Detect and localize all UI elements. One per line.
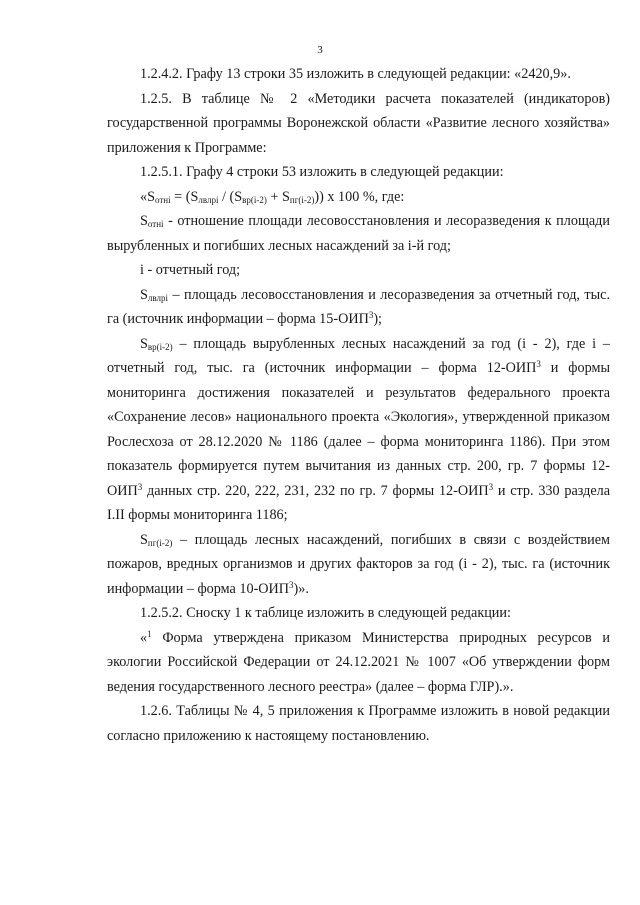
formula-div: / (S bbox=[218, 188, 243, 205]
formula-sub-2: лвлрi bbox=[198, 194, 219, 205]
definition-s-otn bbox=[107, 209, 610, 258]
document-body bbox=[107, 62, 610, 748]
formula-sub-1: отнi bbox=[154, 194, 171, 205]
paragraph-1-2-5-2: 1.2.5.2. Сноску 1 к таблице изложить в следующей редакции: bbox=[140, 605, 511, 621]
footnote-ref: 3 bbox=[536, 359, 541, 369]
footnote-ref: 3 bbox=[289, 579, 294, 590]
footnote-text bbox=[107, 626, 610, 700]
definition-text-3: данных стр. 220, 222, 231, 232 по гр. 7 формы 12-ОИП bbox=[142, 482, 489, 499]
definition-text-2: )». bbox=[293, 580, 309, 597]
definition-s-pg bbox=[107, 528, 610, 602]
formula-sub-3: вр(i-2) bbox=[242, 194, 267, 205]
symbol-sub: пг(i-2) bbox=[147, 537, 173, 548]
definition-text: – площадь лесовосстановления и лесоразведения за отчетный год, тыс. га (источник информации – форма 15-ОИП bbox=[107, 286, 610, 327]
footnote-body: Форма утверждена приказом Министерства природных ресурсов и экологии Российской Федерации от 24.12.2021 № 1007 «Об утверждении форм ведения государственного лесного реестра» (далее – форма ГЛР).». bbox=[107, 629, 610, 695]
definition-text-4: и стр. 330 раздела I.II формы мониторинга 1186; bbox=[107, 482, 610, 523]
formula-tail: )) x 100 %, где: bbox=[314, 188, 405, 205]
symbol-s: S bbox=[140, 286, 148, 303]
formula-eq: = (S bbox=[170, 188, 199, 205]
symbol-s: S bbox=[140, 335, 148, 352]
symbol-s: S bbox=[140, 531, 148, 548]
definition-text-2: и формы мониторинга достижения показателей и результатов федерального проекта «Сохранение лесов» национального проекта «Экология», утвержденной приказом Рослесхоза от 28.12.2020 № 1186 (далее – форма мониторинга 1186). При этом показатель формируется путем вычитания из данных стр. 200, гр. 7 формы 12-ОИП bbox=[107, 360, 610, 499]
definition-text-1: – площадь лесных насаждений, погибших в связи с воздействием пожаров, вредных организмов и других факторов за год (i - 2), тыс. га (источник информации – форма 10-ОИП bbox=[107, 531, 610, 597]
definition-end: ); bbox=[373, 311, 382, 327]
footnote-marker: 1 bbox=[147, 628, 152, 639]
definition-text: - отношение площади лесовосстановления и лесоразведения к площади вырубленных и погибших лесных насаждений за i-й год; bbox=[107, 213, 610, 254]
paragraph-1-2-4-2: 1.2.4.2. Графу 13 строки 35 изложить в следующей редакции: «2420,9». bbox=[140, 66, 571, 82]
definition-s-lvlr bbox=[107, 283, 610, 332]
footnote-ref: 3 bbox=[368, 310, 374, 320]
symbol-s: S bbox=[140, 213, 148, 229]
definition-i: i - отчетный год; bbox=[140, 262, 241, 278]
quote-open: « bbox=[140, 629, 148, 646]
paragraph-1-2-5: 1.2.5. В таблице № 2 «Методики расчета показателей (индикаторов) государственной программы Воронежской области «Развитие лесного хозяйства» приложения к Программе: bbox=[107, 90, 610, 156]
definition-text-1: – площадь вырубленных лесных насаждений за год (i - 2), где i – отчетный год, тыс. га (источник информации – форма 12-ОИП bbox=[107, 335, 610, 376]
symbol-sub: лвлрi bbox=[147, 292, 169, 303]
page-number: 3 bbox=[317, 44, 323, 56]
symbol-sub: отнi bbox=[147, 219, 164, 229]
formula bbox=[107, 185, 610, 210]
footnote-ref: 3 bbox=[137, 481, 143, 492]
footnote-ref: 3 bbox=[488, 481, 494, 492]
formula-sub-4: пг(i-2) bbox=[289, 194, 315, 205]
paragraph-1-2-5-1: 1.2.5.1. Графу 4 строки 53 изложить в следующей редакции: bbox=[140, 164, 504, 180]
symbol-sub: вр(i-2) bbox=[147, 341, 173, 352]
formula-open: «S bbox=[140, 188, 155, 205]
formula-plus: + S bbox=[266, 188, 290, 205]
definition-s-vr bbox=[107, 332, 610, 528]
paragraph-1-2-6: 1.2.6. Таблицы № 4, 5 приложения к Программе изложить в новой редакции согласно приложению к настоящему постановлению. bbox=[107, 703, 610, 744]
